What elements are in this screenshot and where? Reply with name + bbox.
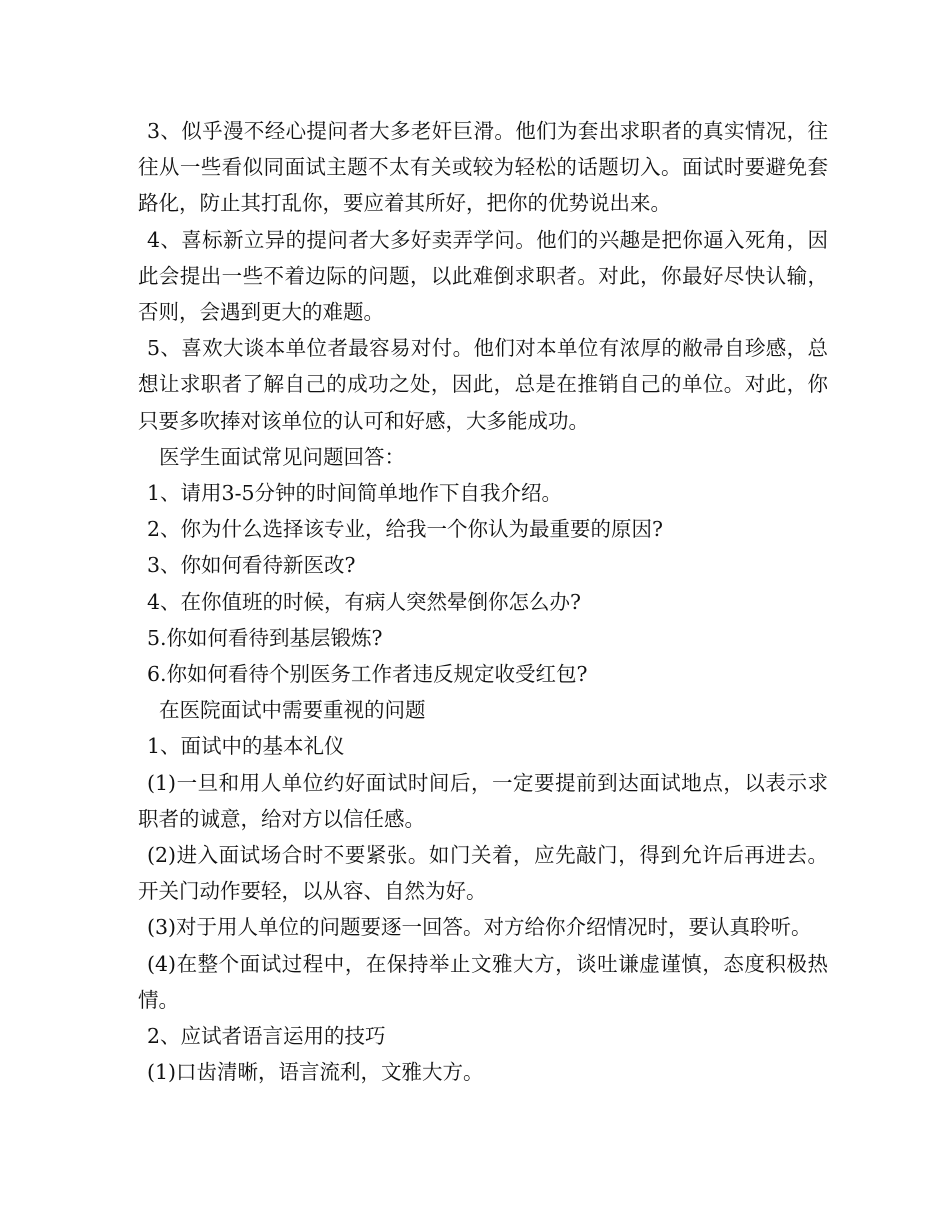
paragraph: 3、你如何看待新医改? (147, 553, 356, 578)
document-body (138, 113, 828, 1090)
paragraph: (3)对于用人单位的问题要逐一回答。对方给你介绍情况时，要认真聆听。 (147, 915, 812, 940)
paragraph: 2、应试者语言运用的技巧 (147, 1024, 386, 1049)
paragraph: 4、在你值班的时候，有病人突然晕倒你怎么办? (147, 589, 582, 614)
section-heading: 在医院面试中需要重视的问题 (159, 698, 426, 723)
paragraph: 5.你如何看待到基层锻炼? (147, 625, 383, 650)
paragraph: 3、似乎漫不经心提问者大多老奸巨滑。他们为套出求职者的真实情况，往往从一些看似同面试主题不太有关或较为轻松的话题切入。面试时要避免套路化，防止其打乱你，要应着其所好，把你的优势说出来。 (138, 119, 828, 216)
paragraph: (1)一旦和用人单位约好面试时间后，一定要提前到达面试地点，以表示求职者的诚意，给对方以信任感。 (138, 770, 828, 831)
paragraph: (1)口齿清晰，语言流利，文雅大方。 (147, 1060, 484, 1085)
paragraph: (4)在整个面试过程中，在保持举止文雅大方，谈吐谦虚谨慎，态度积极热情。 (138, 951, 828, 1012)
section-heading: 医学生面试常见问题回答： (159, 444, 405, 469)
paragraph: 6.你如何看待个别医务工作者违反规定收受红包? (147, 662, 588, 687)
paragraph: 5、喜欢大谈本单位者最容易对付。他们对本单位有浓厚的敝帚自珍感，总想让求职者了解自己的成功之处，因此，总是在推销自己的单位。对此，你只要多吹捧对该单位的认可和好感，大多能成功。 (138, 336, 828, 433)
paragraph: (2)进入面试场合时不要紧张。如门关着，应先敲门，得到允许后再进去。开关门动作要轻，以从容、自然为好。 (138, 843, 828, 904)
paragraph: 1、请用3-5分钟的时间简单地作下自我介绍。 (147, 481, 563, 506)
paragraph: 4、喜标新立异的提问者大多好卖弄学问。他们的兴趣是把你逼入死角，因此会提出一些不着边际的问题，以此难倒求职者。对此，你最好尽快认输，否则，会遇到更大的难题。 (138, 227, 828, 325)
paragraph: 1、面试中的基本礼仪 (147, 734, 345, 759)
paragraph: 2、你为什么选择该专业，给我一个你认为最重要的原因? (147, 517, 664, 542)
